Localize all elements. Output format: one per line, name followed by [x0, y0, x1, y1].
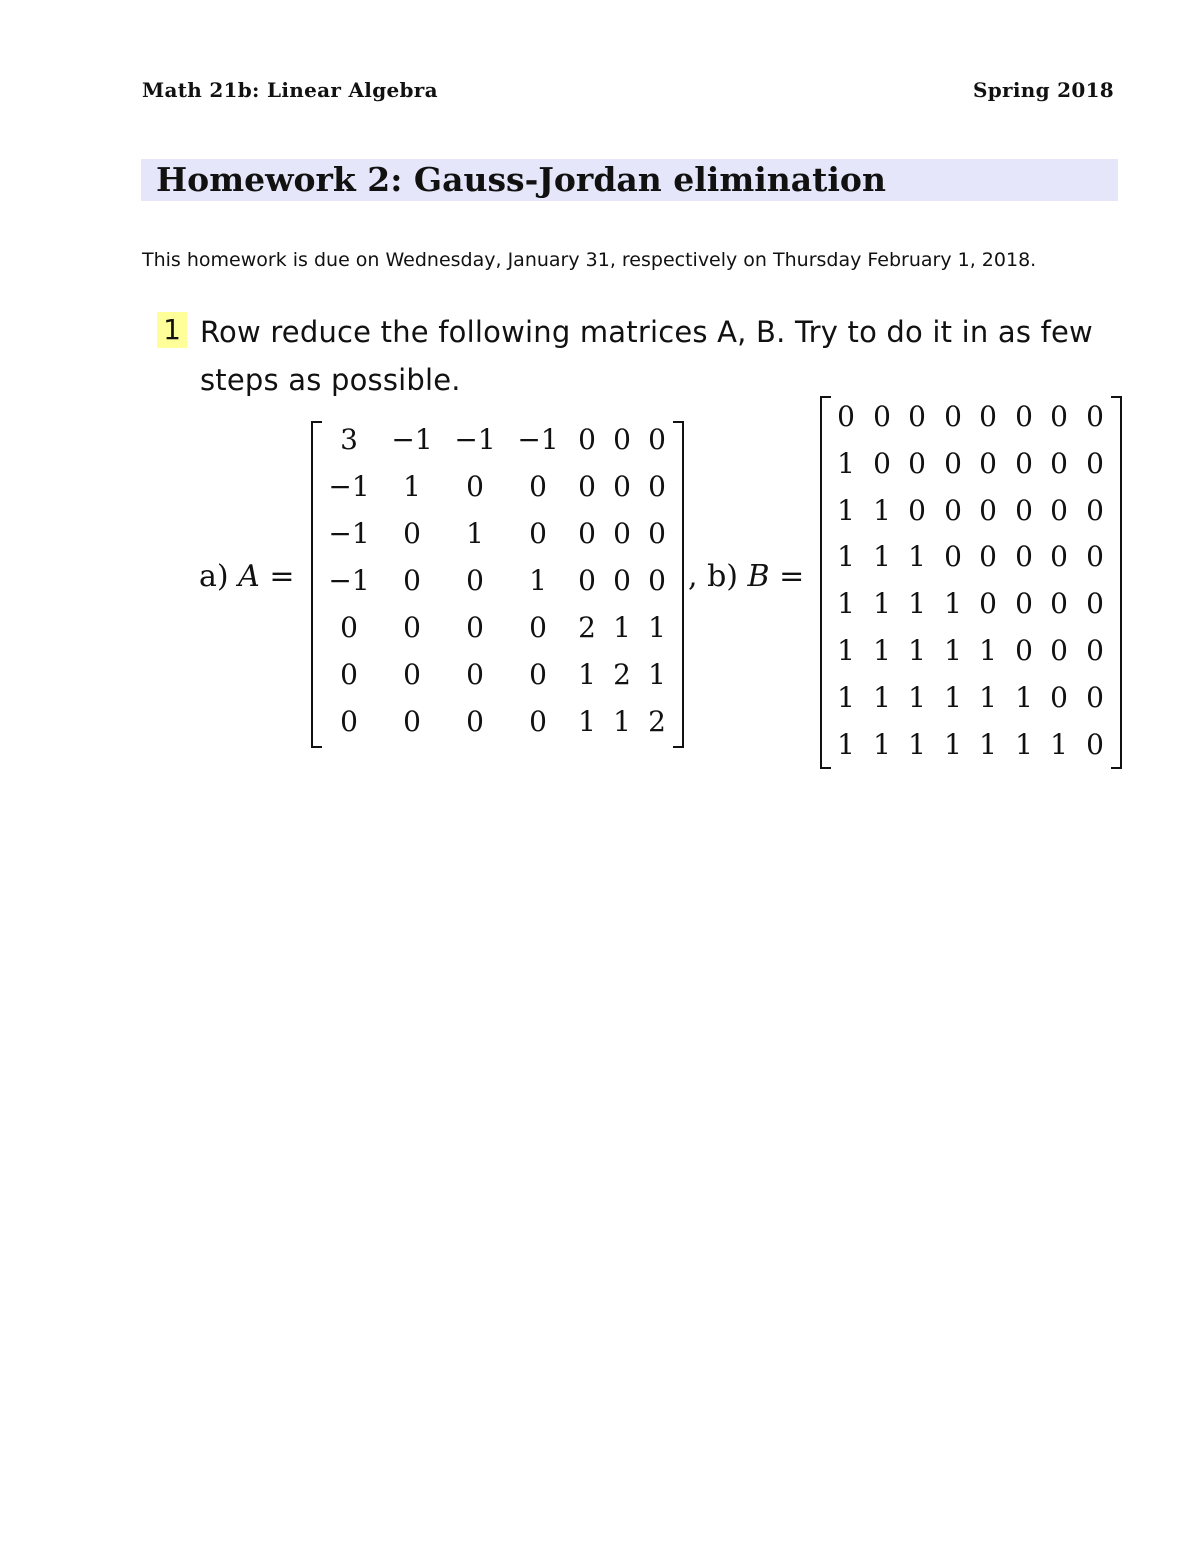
matrix-b-cell: 0 [1086, 400, 1104, 433]
title-banner [141, 159, 1118, 201]
matrix-b-cell: 0 [1015, 634, 1033, 667]
matrix-b-cell: 1 [944, 681, 962, 714]
matrix-b-cell: 0 [979, 540, 997, 573]
matrix-a-cell: 0 [529, 611, 547, 644]
matrix-a-cell: 2 [578, 611, 596, 644]
matrix-b-cell: 0 [1050, 494, 1068, 527]
matrix-b-cell: 1 [944, 587, 962, 620]
matrix-a-cell: 1 [613, 705, 631, 738]
matrix-a-cell: 1 [466, 517, 484, 550]
matrix-b-cell: 1 [873, 540, 891, 573]
matrix-b-cell: 1 [908, 728, 926, 761]
matrix-b-cell: 1 [873, 728, 891, 761]
matrix-b-cell: 0 [1015, 447, 1033, 480]
matrix-a-cell: 0 [466, 658, 484, 691]
matrix-b-cell: 0 [908, 494, 926, 527]
matrix-b-cell: 0 [1086, 728, 1104, 761]
matrix-a-cell: 0 [648, 470, 666, 503]
matrix-b-cell: 0 [979, 587, 997, 620]
matrix-a-cell: 3 [340, 423, 358, 456]
matrix-a-cell: 0 [403, 564, 421, 597]
due-date-text: This homework is due on Wednesday, January 31, respectively on Thursday February 1, 2018. [142, 249, 1037, 271]
matrix-a-left-bracket [311, 421, 322, 748]
matrix-a-cell: 0 [578, 470, 596, 503]
matrix-b-cell: 1 [837, 587, 855, 620]
matrix-a-cell: 2 [648, 705, 666, 738]
matrix-b-cell: 0 [1050, 634, 1068, 667]
matrix-b-cell: 0 [908, 400, 926, 433]
matrix-b-cell: 1 [908, 681, 926, 714]
matrix-b-cell: 1 [837, 634, 855, 667]
matrix-b-cell: 0 [1015, 540, 1033, 573]
matrix-a-cell: 1 [613, 611, 631, 644]
matrix-b-cell: 1 [837, 728, 855, 761]
matrix-b-cell: 0 [944, 494, 962, 527]
matrix-a-cell: −1 [328, 470, 370, 503]
matrix-b-cell: 1 [908, 540, 926, 573]
matrix-b-cell: 0 [1050, 681, 1068, 714]
matrix-a-cell: 1 [403, 470, 421, 503]
matrix-b-cell: 0 [1050, 447, 1068, 480]
matrix-b-cell: 0 [979, 494, 997, 527]
matrix-b-cell: 0 [908, 447, 926, 480]
matrix-b-cell: 1 [979, 681, 997, 714]
matrix-a-cell: 0 [648, 564, 666, 597]
matrix-a-cell: 0 [613, 423, 631, 456]
label-b-equals: = [769, 559, 805, 594]
matrix-a-cell: 0 [403, 658, 421, 691]
matrix-a-cell: −1 [328, 564, 370, 597]
matrix-b-cell: 1 [873, 494, 891, 527]
matrix-a-cell: 2 [613, 658, 631, 691]
matrix-a-cell: 0 [340, 705, 358, 738]
matrix-a-cell: 1 [529, 564, 547, 597]
matrix-b-cell: 0 [1086, 681, 1104, 714]
matrix-b-cell: 0 [1015, 494, 1033, 527]
matrix-b-cell: 1 [908, 634, 926, 667]
matrix-a-cell: −1 [328, 517, 370, 550]
matrix-a-cell: 0 [529, 705, 547, 738]
matrix-a-label [199, 559, 295, 594]
matrix-a-cell: −1 [517, 423, 559, 456]
matrix-a-cell: −1 [391, 423, 433, 456]
matrix-b-cell: 1 [837, 681, 855, 714]
matrix-a-cell: 0 [578, 423, 596, 456]
matrix-a-cell: 0 [613, 517, 631, 550]
matrix-a-cell: 0 [403, 517, 421, 550]
matrix-b-cell: 1 [837, 540, 855, 573]
homework-title: Homework 2: Gauss-Jordan elimination [156, 160, 886, 199]
label-a-equals: = [259, 559, 295, 594]
matrix-a-cell: 1 [648, 611, 666, 644]
matrix-b-cell: 1 [837, 494, 855, 527]
matrix-b-cell: 0 [1015, 587, 1033, 620]
matrix-a-cell: 0 [578, 517, 596, 550]
matrix-a-cell: 1 [578, 705, 596, 738]
matrix-b-cell: 0 [944, 447, 962, 480]
matrix-b-cell: 1 [979, 728, 997, 761]
matrix-a-cell: 0 [613, 470, 631, 503]
matrix-b-cell: 1 [1015, 681, 1033, 714]
matrix-a-cell: 0 [466, 470, 484, 503]
matrix-b-cell: 0 [1050, 400, 1068, 433]
matrix-a-cell: 0 [529, 517, 547, 550]
matrix-a-cell: 0 [466, 705, 484, 738]
matrix-b-cell: 1 [979, 634, 997, 667]
matrix-b-cell: 0 [1086, 494, 1104, 527]
matrix-b-cell: 1 [873, 634, 891, 667]
matrix-b-cell: 1 [1015, 728, 1033, 761]
matrix-b-cell: 0 [979, 400, 997, 433]
matrix-a-cell: 0 [403, 611, 421, 644]
matrix-b-cell: 1 [873, 681, 891, 714]
matrix-b-label [688, 559, 804, 594]
matrix-b-cell: 1 [944, 728, 962, 761]
matrix-a-cell: 0 [613, 564, 631, 597]
label-a-variable: A [238, 559, 260, 594]
matrix-b-cell: 1 [873, 587, 891, 620]
matrix-b-cell: 0 [873, 447, 891, 480]
matrix-b-cell: 0 [1086, 634, 1104, 667]
matrix-a-cell: −1 [454, 423, 496, 456]
matrix-a-cell: 0 [578, 564, 596, 597]
matrix-a-cell: 0 [648, 517, 666, 550]
matrix-b-cell: 0 [979, 447, 997, 480]
matrix-b-cell: 0 [837, 400, 855, 433]
matrix-a-cell: 0 [529, 470, 547, 503]
label-b-prefix: , b) [688, 559, 748, 594]
matrix-b-cell: 1 [837, 447, 855, 480]
matrix-b-cell: 0 [873, 400, 891, 433]
matrix-b-cell: 1 [1050, 728, 1068, 761]
matrix-a-cell: 0 [648, 423, 666, 456]
matrix-a-cell: 0 [340, 611, 358, 644]
course-title: Math 21b: Linear Algebra [142, 78, 438, 102]
matrix-b-cell: 0 [1086, 447, 1104, 480]
matrix-b-cell: 0 [1050, 587, 1068, 620]
matrix-a-cell: 0 [466, 611, 484, 644]
problem-number-badge: 1 [157, 312, 187, 348]
matrix-b-cell: 0 [944, 540, 962, 573]
matrix-a-cell: 0 [529, 658, 547, 691]
matrix-a-cell: 0 [403, 705, 421, 738]
matrix-b-cell: 1 [944, 634, 962, 667]
matrix-b-cell: 0 [1015, 400, 1033, 433]
matrix-a-cell: 0 [340, 658, 358, 691]
matrix-a-cell: 1 [648, 658, 666, 691]
matrix-b-cell: 0 [1086, 540, 1104, 573]
matrix-b-cell: 1 [908, 587, 926, 620]
matrix-b-cell: 0 [944, 400, 962, 433]
matrix-b-cell: 0 [1086, 587, 1104, 620]
matrix-b-cell: 0 [1050, 540, 1068, 573]
label-b-variable: B [747, 559, 770, 594]
label-a-prefix: a) [199, 559, 239, 594]
problem-statement: Row reduce the following matrices A, B. Try to do it in as few steps as possible. [200, 315, 1093, 397]
matrix-a-cell: 0 [466, 564, 484, 597]
term-label: Spring 2018 [972, 78, 1114, 102]
matrix-a-cell: 1 [578, 658, 596, 691]
